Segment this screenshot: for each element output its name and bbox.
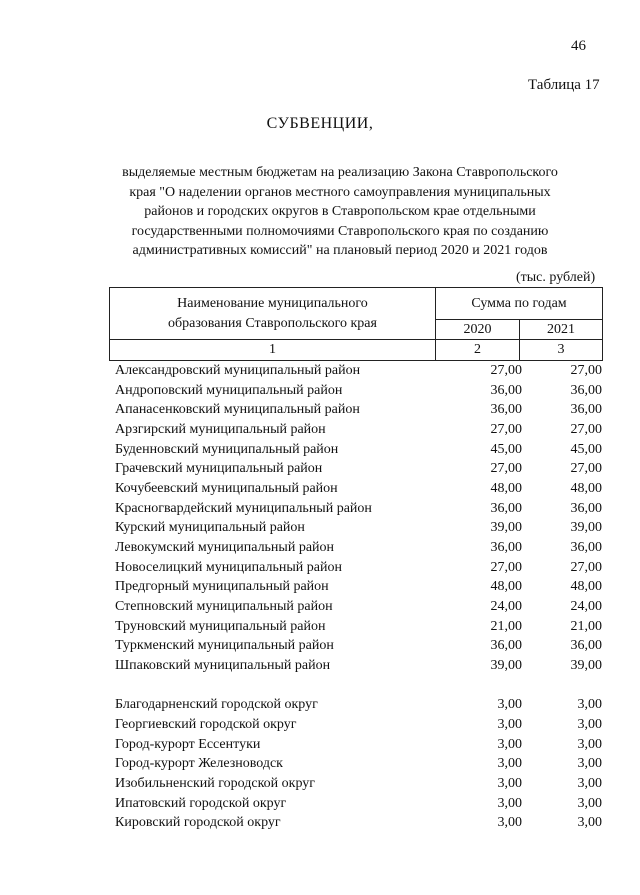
value-2021-cell: 3,00 xyxy=(577,815,602,831)
value-2021-cell: 27,00 xyxy=(570,421,602,437)
value-2021-cell: 48,00 xyxy=(570,480,602,496)
municipality-name-cell: Благодарненский городской округ xyxy=(115,697,318,713)
table-row xyxy=(0,459,640,479)
value-2021-cell: 3,00 xyxy=(577,736,602,752)
value-2021-cell: 36,00 xyxy=(570,638,602,654)
header-municipality-name: Наименование муниципального образования Ставропольского края xyxy=(109,287,436,340)
value-2021-cell: 36,00 xyxy=(570,402,602,418)
document-title: СУБВЕНЦИИ, xyxy=(266,115,374,132)
value-2020-cell: 45,00 xyxy=(490,441,522,457)
value-2020-cell: 27,00 xyxy=(490,559,522,575)
municipality-name-cell: Предгорный муниципальный район xyxy=(115,579,329,595)
municipality-name-cell: Новоселицкий муниципальный район xyxy=(115,559,342,575)
table-row xyxy=(0,813,640,833)
municipality-name-cell: Левокумский муниципальный район xyxy=(115,539,335,555)
municipality-name-cell: Изобильненский городской округ xyxy=(115,776,316,791)
table-row xyxy=(0,735,640,755)
table-row xyxy=(0,400,640,420)
municipality-name-cell: Кировский городской округ xyxy=(115,815,281,831)
value-2020-cell: 36,00 xyxy=(490,500,522,516)
municipality-name-cell: Туркменский муниципальный район xyxy=(115,638,334,654)
value-2021-cell: 27,00 xyxy=(570,363,602,378)
units-label: (тыс. рублей) xyxy=(516,270,596,285)
value-2021-cell: 36,00 xyxy=(570,500,602,516)
value-2021-cell: 3,00 xyxy=(577,756,602,772)
value-2021-cell: 48,00 xyxy=(570,579,602,595)
municipality-name-cell: Курский муниципальный район xyxy=(115,520,305,536)
table-row xyxy=(0,774,640,794)
value-2020-cell: 36,00 xyxy=(490,638,522,654)
municipality-name-cell: Шпаковский муниципальный район xyxy=(115,657,331,673)
municipality-name-cell: Труновский муниципальный район xyxy=(115,618,326,634)
value-2021-cell: 39,00 xyxy=(570,657,602,673)
header-column-number-1: 1 xyxy=(109,339,436,361)
municipality-name-cell: Город-курорт Железноводск xyxy=(115,756,283,772)
table-row xyxy=(0,577,640,597)
value-2021-cell: 3,00 xyxy=(577,717,602,732)
municipality-name-cell: Красногвардейский муниципальный район xyxy=(115,500,372,516)
value-2021-cell: 39,00 xyxy=(570,520,602,536)
table-row xyxy=(0,381,640,401)
value-2020-cell: 3,00 xyxy=(497,795,522,811)
table-row xyxy=(0,715,640,735)
table-row xyxy=(0,617,640,637)
value-2021-cell: 45,00 xyxy=(570,441,602,457)
value-2020-cell: 36,00 xyxy=(490,382,522,398)
municipality-name-cell: Город-курорт Ессентуки xyxy=(115,736,261,752)
table-number: Таблица 17 xyxy=(528,77,600,93)
value-2020-cell: 27,00 xyxy=(490,461,522,477)
value-2021-cell: 36,00 xyxy=(570,539,602,555)
value-2020-cell: 3,00 xyxy=(497,756,522,772)
value-2021-cell: 3,00 xyxy=(577,697,602,713)
municipality-name-cell: Андроповский муниципальный район xyxy=(115,382,343,398)
value-2021-cell: 21,00 xyxy=(570,618,602,634)
municipality-name-cell: Георгиевский городской округ xyxy=(115,717,297,732)
page-number: 46 xyxy=(571,38,586,54)
value-2020-cell: 3,00 xyxy=(497,776,522,791)
value-2020-cell: 3,00 xyxy=(497,717,522,732)
table-row xyxy=(0,636,640,656)
table-row xyxy=(0,754,640,774)
value-2021-cell: 36,00 xyxy=(570,382,602,398)
municipality-name-cell: Арзгирский муниципальный район xyxy=(115,421,326,437)
value-2020-cell: 27,00 xyxy=(490,363,522,378)
header-sum-by-years: Сумма по годам xyxy=(435,287,603,320)
value-2021-cell: 24,00 xyxy=(570,598,602,614)
value-2021-cell: 27,00 xyxy=(570,559,602,575)
municipality-name-cell: Кочубеевский муниципальный район xyxy=(115,480,338,496)
table-row xyxy=(0,479,640,499)
municipality-name-cell: Грачевский муниципальный район xyxy=(115,461,323,477)
value-2020-cell: 39,00 xyxy=(490,657,522,673)
table-row xyxy=(0,518,640,538)
value-2020-cell: 3,00 xyxy=(497,697,522,713)
value-2020-cell: 48,00 xyxy=(490,480,522,496)
table-row xyxy=(0,361,640,381)
table-row xyxy=(0,794,640,814)
value-2020-cell: 3,00 xyxy=(497,815,522,831)
value-2020-cell: 24,00 xyxy=(490,598,522,614)
header-year-2020: 2020 xyxy=(435,319,520,340)
table-row xyxy=(0,656,640,676)
value-2021-cell: 27,00 xyxy=(570,461,602,477)
header-column-number-3: 3 xyxy=(519,339,603,361)
value-2020-cell: 36,00 xyxy=(490,402,522,418)
municipality-name-cell: Буденновский муниципальный район xyxy=(115,441,339,457)
table-row xyxy=(0,597,640,617)
municipality-name-cell: Степновский муниципальный район xyxy=(115,598,333,614)
value-2020-cell: 3,00 xyxy=(497,736,522,752)
document-subtitle: выделяемые местным бюджетам на реализацию Закона Ставропольского края "О наделении органов местного самоуправления муниципальных районов и городских округов в Ставропольском крае отдельными государственными полномочиями Ставропольского края по созданию административных комиссий" на плановый период 2020 и 2021 годов xyxy=(122,165,558,258)
municipality-name-cell: Александровский муниципальный район xyxy=(115,363,361,378)
value-2020-cell: 36,00 xyxy=(490,539,522,555)
table-row xyxy=(0,420,640,440)
value-2020-cell: 21,00 xyxy=(490,618,522,634)
value-2020-cell: 39,00 xyxy=(490,520,522,536)
table-row xyxy=(0,538,640,558)
value-2021-cell: 3,00 xyxy=(577,776,602,791)
table-row xyxy=(0,499,640,519)
table-row xyxy=(0,440,640,460)
value-2020-cell: 48,00 xyxy=(490,579,522,595)
value-2020-cell: 27,00 xyxy=(490,421,522,437)
table-row xyxy=(0,558,640,578)
table-row xyxy=(0,695,640,715)
header-year-2021: 2021 xyxy=(519,319,603,340)
value-2021-cell: 3,00 xyxy=(577,795,602,811)
municipality-name-cell: Апанасенковский муниципальный район xyxy=(115,402,360,418)
municipality-name-cell: Ипатовский городской округ xyxy=(115,795,287,811)
header-column-number-2: 2 xyxy=(435,339,520,361)
